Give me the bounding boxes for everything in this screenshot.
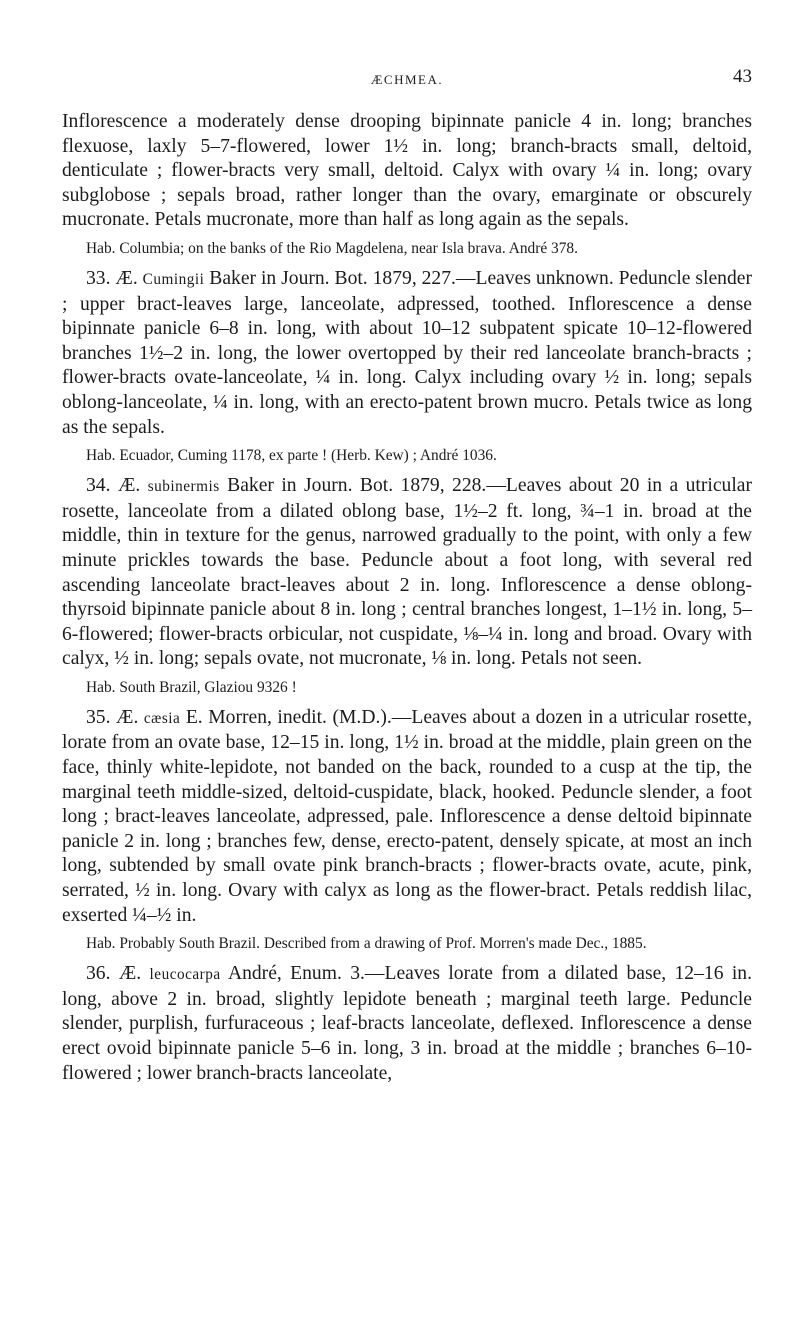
entry-text: Baker in Journ. Bot. 1879, 227.—Leaves unknown. Peduncle slender ; upper bract-leaves large, lanceolate, adpressed, toothed. Inflorescence a dense bipinnate panicle 6–8 in. long, with about 10–12 subpatent spicate 10–12-flowered branches 1½–2 in. long, the lower overtopped by their red lanceolate branch-bracts ; flower-bracts ovate-lanceolate, ¼ in. long. Calyx including ovary ½ in. long; sepals oblong-lanceolate, ¼ in. long, with an erecto-patent brown mucro. Petals twice as long as the sepals. [62, 267, 752, 438]
habitat-note: Hab. Probably South Brazil. Described from a drawing of Prof. Morren's made Dec., 1885. [86, 935, 647, 953]
genus-abbrev: Æ. [118, 963, 142, 985]
entry-continuation [62, 110, 752, 233]
genus-abbrev: Æ. [115, 267, 138, 289]
running-head [62, 66, 752, 92]
species-entry [62, 267, 752, 440]
habitat-note: Hab. South Brazil, Glaziou 9326 ! [86, 678, 297, 696]
document-body [62, 110, 752, 1092]
habitat-note: Hab. Columbia; on the banks of the Rio Magdelena, near Isla brava. André 378. [86, 239, 578, 257]
species-number: 36. [86, 963, 111, 985]
entry-text: Baker in Journ. Bot. 1879, 228.—Leaves about 20 in a utricular rosette, lanceolate from a dilated oblong base, 1½–2 ft. long, ¾–1 in. broad at the middle, thin in texture for the genus, narrowed gradually to the point, with only a few minute prickles towards the base. Peduncle about a foot long, with several red ascending lanceolate bract-leaves about 2 in. long. Inflorescence a dense oblong-thyrsoid bipinnate panicle about 8 in. long ; central branches longest, 1–1½ in. long, 5–6-flowered; flower-bracts orbicular, not cuspidate, ⅛–¼ in. long and broad. Ovary with calyx, ½ in. long; sepals ovate, not mucronate, ⅛ in. long. Petals not seen. [62, 475, 752, 670]
species-number: 35. [86, 706, 111, 728]
species-epithet: cæsia [143, 709, 181, 727]
species-number: 33. [86, 267, 111, 289]
genus-abbrev: Æ. [116, 706, 139, 728]
species-epithet: leucocarpa [149, 966, 221, 984]
genus-abbrev: Æ. [117, 475, 141, 497]
species-epithet: Cumingii [142, 270, 205, 288]
running-title: ÆCHMEA. [370, 72, 444, 87]
habitat-note: Hab. Ecuador, Cuming 1178, ex parte ! (Herb. Kew) ; André 1036. [86, 447, 497, 465]
species-entry [62, 706, 752, 928]
species-epithet: subinermis [147, 478, 220, 496]
species-number: 34. [86, 475, 111, 497]
entry-text: E. Morren, inedit. (M.D.).—Leaves about a dozen in a utricular rosette, lorate from an ovate base, 12–15 in. long, 1½ in. broad at the middle, plain green on the face, thinly white-lepidote, not banded on the back, rounded to a cusp at the tip, the marginal teeth middle-sized, deltoid-cuspidate, black, hooked. Peduncle slender, a foot long ; bract-leaves lanceolate, adpressed, pale. Inflorescence a dense deltoid bipinnate panicle 2 in. long ; branches few, dense, erecto-patent, densely spicate, at most an inch long, subtended by small ovate pink branch-bracts ; flower-bracts ovate, acute, pink, serrated, ½ in. long. Ovary with calyx as long as the flower-bract. Petals reddish lilac, exserted ¼–½ in. [62, 706, 752, 926]
page-number: 43 [733, 66, 752, 87]
entry-text: André, Enum. 3.—Leaves lorate from a dilated base, 12–16 in. long, above 2 in. broad, slightly lepidote beneath ; marginal teeth large. Peduncle slender, purplish, furfuraceous ; leaf-bracts lanceolate, deflexed. Inflorescence a dense erect ovoid bipinnate panicle 5–6 in. long, 3 in. broad at the middle ; branches 6–10-flowered ; lower branch-bracts lanceolate, [62, 963, 752, 1084]
species-entry [62, 962, 752, 1086]
species-entry [62, 474, 752, 672]
document-page [62, 0, 752, 1321]
entry-text: Inflorescence a moderately dense drooping bipinnate panicle 4 in. long; branches flexuose, laxly 5–7-flowered, lower 1½ in. long; branch-bracts small, deltoid, denticulate ; flower-bracts very small, deltoid. Calyx with ovary ¼ in. long; ovary subglobose ; sepals broad, rather longer than the ovary, emarginate or obscurely mucronate. Petals mucronate, more than half as long again as the sepals. [62, 111, 752, 231]
